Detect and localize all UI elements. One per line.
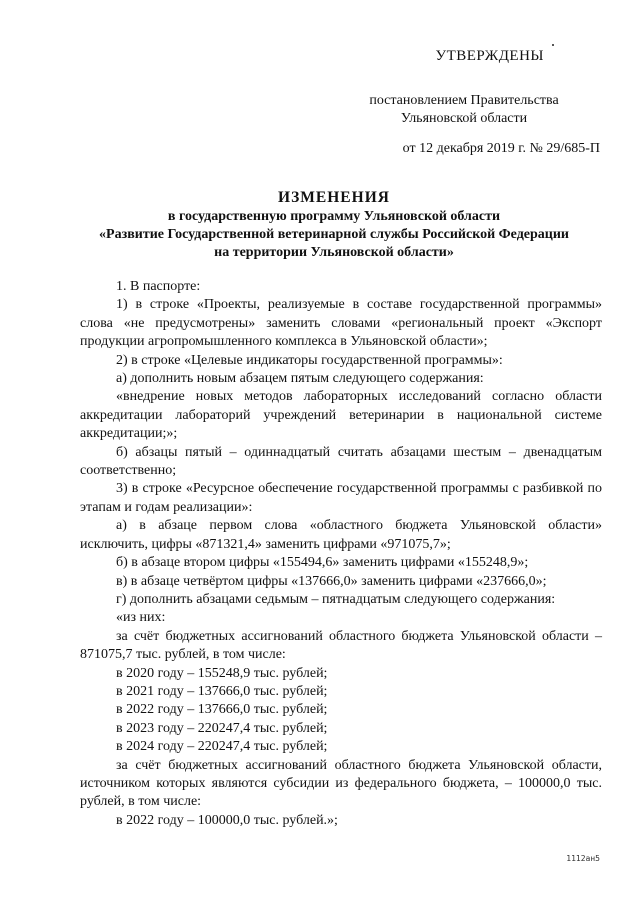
paragraph: «из них: (116, 610, 166, 626)
decree-reference (334, 92, 594, 128)
decree-line: Ульяновской области (400, 111, 528, 126)
paragraph: в 2023 году – 220247,4 тыс. рублей; (116, 720, 328, 736)
decree-date: от 12 декабря 2019 г. № 29/685-П (402, 141, 600, 156)
paragraph: б) в абзаце втором цифры «155494,6» заменить цифрами «155248,9»; (116, 555, 529, 571)
paragraph: 1. В паспорте: (116, 279, 201, 294)
paragraph: а) в абзаце первом слова «областного бюджета Ульяновской области» исключить, цифры «871321,4» заменить цифрами «971075,7»; (80, 518, 602, 552)
paragraph: 1) в строке «Проекты, реализуемые в составе государственной программы» слова «не предусмотрены» заменить словами «региональный проект «Экспорт продукции агропромышленного комплекса в Ульяновской области»; (80, 297, 602, 350)
paragraph: в 2022 году – 100000,0 тыс. рублей.»; (116, 812, 338, 828)
paragraph: в 2024 году – 220247,4 тыс. рублей; (116, 739, 328, 755)
document-code: 1112ан5 (566, 854, 600, 863)
paragraph: 2) в строке «Целевые индикаторы государственной программы»: (116, 352, 503, 368)
document-body (80, 278, 602, 830)
paragraph: за счёт бюджетных ассигнований областного бюджета Ульяновской области, источником которых являются субсидии из федерального бюджета, – 100000,0 тыс. рублей, в том числе: (80, 757, 602, 810)
title-line: на территории Ульяновской области» (214, 245, 454, 260)
paragraph: г) дополнить абзацами седьмым – пятнадцатым следующего содержания: (116, 591, 556, 607)
title-line: ИЗМЕНЕНИЯ (278, 189, 390, 206)
paragraph: а) дополнить новым абзацем пятым следующего содержания: (116, 371, 484, 387)
title-line: «Развитие Государственной ветеринарной службы Российской Федерации (99, 227, 569, 242)
paragraph: в 2020 году – 155248,9 тыс. рублей; (116, 665, 328, 681)
title-line: в государственную программу Ульяновской области (167, 209, 501, 224)
paragraph: 3) в строке «Ресурсное обеспечение государственной программы с разбивкой по этапам и годам реализации»: (80, 481, 602, 515)
paragraph: б) абзацы пятый – одиннадцатый считать абзацами шестым – двенадцатым соответственно; (80, 444, 602, 479)
paragraph: в 2021 году – 137666,0 тыс. рублей; (116, 683, 328, 699)
paragraph: в 2022 году – 137666,0 тыс. рублей; (116, 702, 328, 718)
paragraph: «внедрение новых методов лабораторных исследований согласно области аккредитации лабораторий учреждений ветеринарии в национальной системе аккредитации;»; (80, 389, 602, 442)
paragraph: в) в абзаце четвёртом цифры «137666,0» заменить цифрами «237666,0»; (116, 573, 547, 589)
approved-heading: УТВЕРЖДЕНЫ (435, 48, 544, 64)
decree-line: постановлением Правительства (369, 93, 559, 108)
paragraph: за счёт бюджетных ассигнований областного бюджета Ульяновской области – 871075,7 тыс. рублей, в том числе: (80, 628, 602, 663)
document-title (60, 188, 608, 262)
ink-dot (552, 44, 554, 46)
